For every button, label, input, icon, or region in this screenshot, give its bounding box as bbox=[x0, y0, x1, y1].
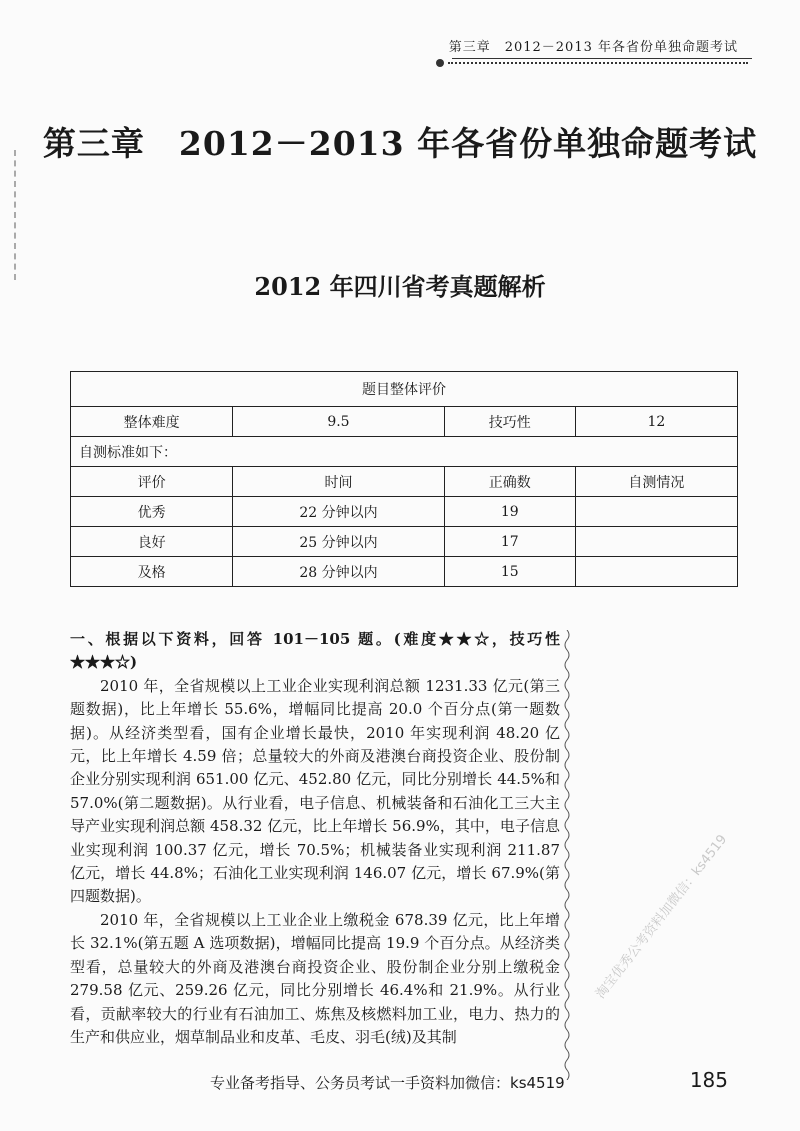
table-cell: 良好 bbox=[71, 527, 233, 557]
section-title: 2012 年四川省考真题解析 bbox=[254, 272, 546, 301]
column-header: 时间 bbox=[233, 467, 445, 497]
passage-paragraph: 2010 年，全省规模以上工业企业实现利润总额 1231.33 亿元(第三题数据)，比上年增长 55.6%，增幅同比提高 20.0 个百分点(第一题数据)。从经济类型看，国有企业增长最快，2010 年实现利润 48.20 亿元，比上年增长 4.59 倍；总量较大的外商及港澳台商投资企业、股份制企业分别实现利润 651.00 亿元、452.80 亿元，同比分别增长 44.5%和 57.0%(第二题数据)。从行业看，电子信息、机械装备和石油化工三大主导产业实现利润总额 458.32 亿元，比上年增长 56.9%，其中，电子信息业实现利润 100.37 亿元，增长 70.5%；机械装备业实现利润 211.87 亿元，增长 44.8%；石油化工业实现利润 146.07 亿元，增长 67.9%(第四题数据)。 bbox=[70, 676, 560, 906]
table-caption: 题目整体评价 bbox=[71, 372, 738, 407]
standard-note: 自测标准如下： bbox=[71, 437, 738, 467]
passage-paragraph: 2010 年，全省规模以上工业企业上缴税金 678.39 亿元，比上年增长 32.1%(第五题 A 选项数据)，增幅同比提高 19.9 个百分点。从经济类型看，总量较大的外商及港澳台商投资企业、股份制企业分别上缴税金 279.58 亿元、259.26 亿元，同比分别增长 46.4%和 21.9%。从行业看，贡献率较大的行业有石油加工、炼焦及核燃料加工业，电力、热力的生产和供应业，烟草制品业和皮革、毛皮、羽毛(绒)及其制 bbox=[70, 910, 560, 1046]
skill-value: 12 bbox=[575, 407, 737, 437]
question-header: 一、根据以下资料，回答 101－105 题。(难度★★☆，技巧性★★★☆) bbox=[70, 630, 560, 672]
difficulty-value: 9.5 bbox=[233, 407, 445, 437]
column-header: 自测情况 bbox=[575, 467, 737, 497]
margin-scan-marks bbox=[14, 150, 19, 280]
table-cell: 28 分钟以内 bbox=[233, 557, 445, 587]
table-row bbox=[71, 497, 738, 527]
table-cell bbox=[575, 527, 737, 557]
column-header: 评价 bbox=[71, 467, 233, 497]
table-row bbox=[71, 557, 738, 587]
question-passage bbox=[70, 628, 560, 1049]
table-cell: 25 分钟以内 bbox=[233, 527, 445, 557]
wavy-margin-line bbox=[562, 630, 572, 1080]
table-cell: 19 bbox=[444, 497, 575, 527]
table-cell: 及格 bbox=[71, 557, 233, 587]
chapter-title: 第三章 2012－2013 年各省份单独命题考试 bbox=[42, 124, 758, 163]
running-head-dot bbox=[436, 59, 444, 67]
page-number: 185 bbox=[689, 1068, 728, 1092]
table-cell: 15 bbox=[444, 557, 575, 587]
column-header: 正确数 bbox=[444, 467, 575, 497]
difficulty-label: 整体难度 bbox=[71, 407, 233, 437]
watermark-text: 淘宝优秀公考资料加微信：ks4519 bbox=[593, 832, 731, 1002]
table-row bbox=[71, 527, 738, 557]
table-cell: 优秀 bbox=[71, 497, 233, 527]
evaluation-table bbox=[70, 371, 738, 587]
footer-note: 专业备考指导、公务员考试一手资料加微信：ks4519 bbox=[210, 1074, 565, 1092]
table-cell: 17 bbox=[444, 527, 575, 557]
running-head: 第三章 2012－2013 年各省份单独命题考试 bbox=[448, 40, 738, 55]
running-head-dotted-rule bbox=[448, 62, 748, 64]
running-head-rule bbox=[452, 58, 752, 59]
table-cell: 22 分钟以内 bbox=[233, 497, 445, 527]
table-cell bbox=[575, 497, 737, 527]
table-cell bbox=[575, 557, 737, 587]
skill-label: 技巧性 bbox=[444, 407, 575, 437]
